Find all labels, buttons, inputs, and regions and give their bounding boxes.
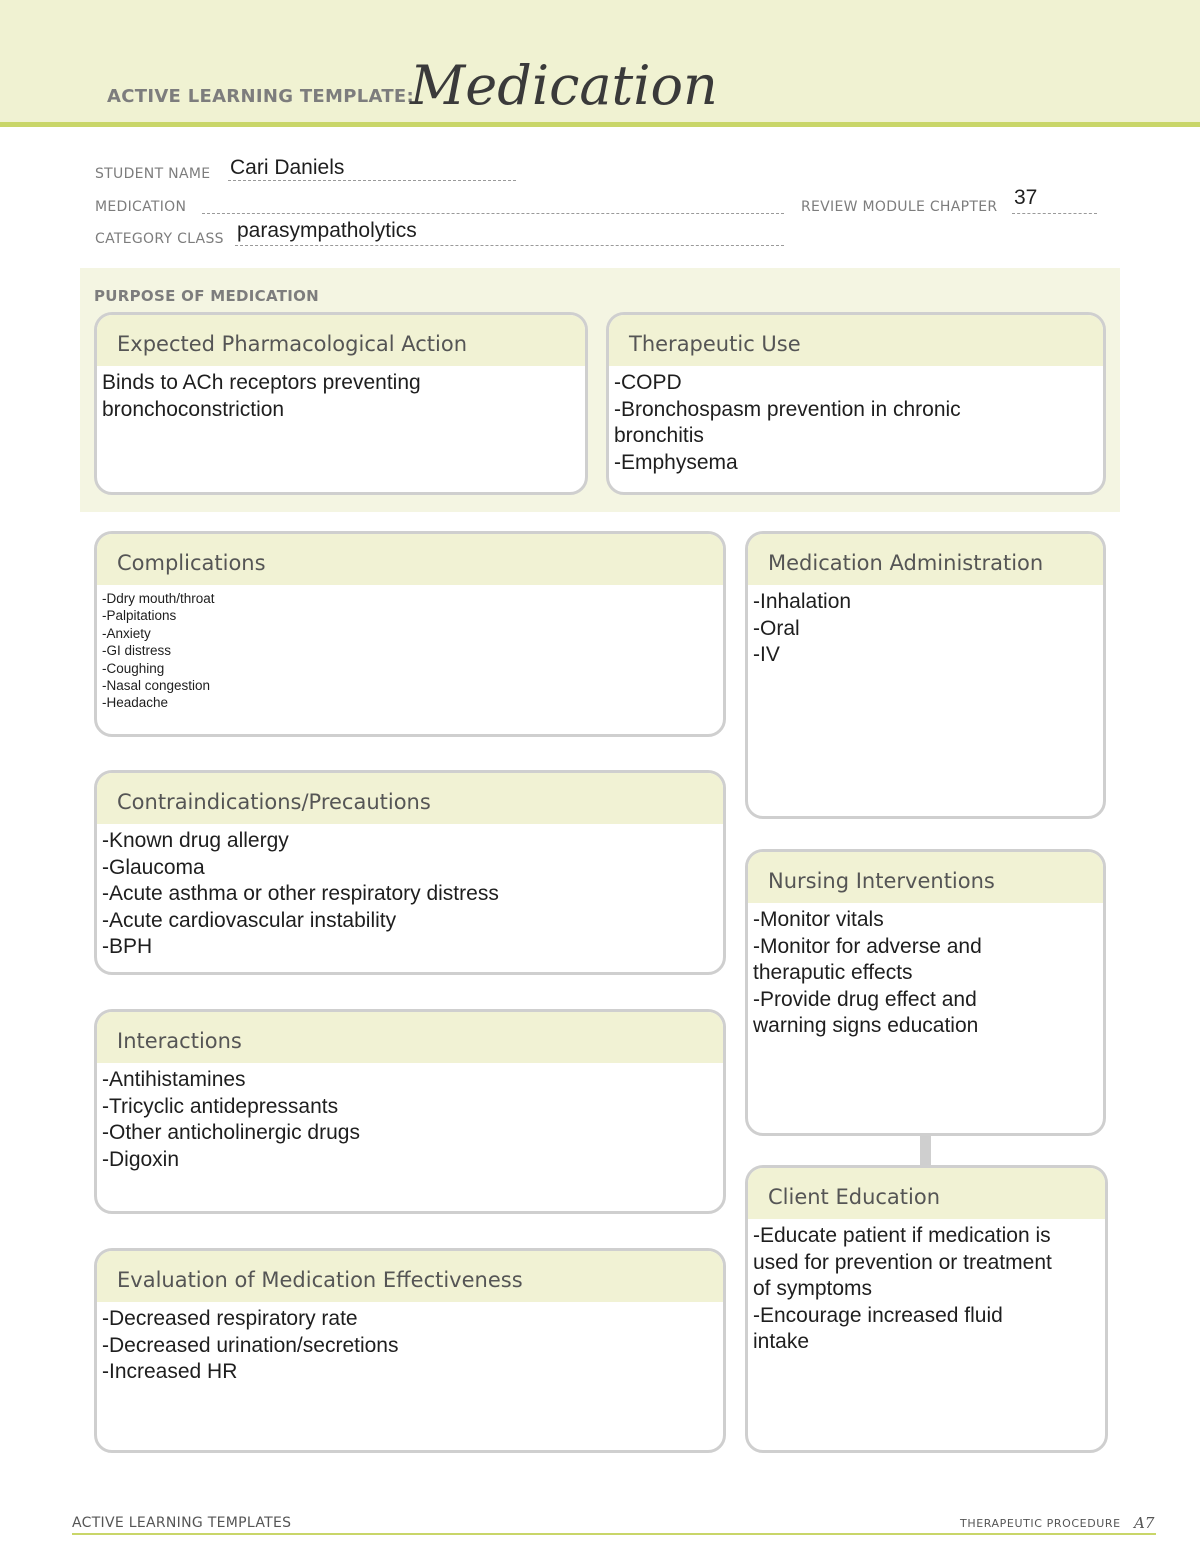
text-line: -Tricyclic antidepressants <box>102 1094 339 1118</box>
text-line: -Educate patient if medication is <box>753 1224 1051 1247</box>
text-line: -Monitor for adverse and <box>753 934 982 958</box>
purpose-title: PURPOSE OF MEDICATION <box>94 287 320 305</box>
nursing-box <box>745 849 1106 1136</box>
text-line: Binds to ACh receptors preventing <box>102 371 421 394</box>
header-prefix: ACTIVE LEARNING TEMPLATE: <box>107 86 414 107</box>
text-line: -Headache <box>102 695 169 711</box>
text-line: -Encourage increased fluid <box>753 1303 1003 1327</box>
evaluation-box <box>94 1248 726 1453</box>
review-module-field[interactable]: 37 <box>1014 186 1038 209</box>
administration-box <box>745 531 1106 819</box>
text-line: used for prevention or treatment <box>753 1250 1052 1274</box>
expected-action-box <box>94 312 588 495</box>
footer-rule <box>72 1533 1156 1535</box>
text-line: -COPD <box>614 371 682 394</box>
text-line: -Anxiety <box>102 625 151 641</box>
text-line: -Palpitations <box>102 608 177 624</box>
text-line: bronchitis <box>614 424 704 447</box>
interactions-title: Interactions <box>97 1012 723 1063</box>
client-education-body[interactable] <box>748 1219 1105 1356</box>
text-line: -Decreased respiratory rate <box>102 1307 358 1330</box>
nursing-title: Nursing Interventions <box>748 852 1103 903</box>
text-line: -Known drug allergy <box>102 829 289 852</box>
text-line: -Acute asthma or other respiratory distress <box>102 882 499 905</box>
client-education-box <box>745 1165 1108 1453</box>
text-line: warning signs education <box>753 1014 979 1037</box>
interactions-box <box>94 1009 726 1214</box>
contraindications-title: Contraindications/Precautions <box>97 773 723 824</box>
text-line: -Glaucoma <box>102 855 205 879</box>
text-line: bronchoconstriction <box>102 397 285 421</box>
evaluation-body[interactable] <box>97 1302 723 1386</box>
review-module-label: REVIEW MODULE CHAPTER <box>801 199 998 215</box>
text-line: -Inhalation <box>753 590 852 613</box>
student-name-field[interactable]: Cari Daniels <box>230 156 345 179</box>
nursing-body[interactable] <box>748 903 1103 1040</box>
administration-body[interactable] <box>748 585 1103 669</box>
text-line: -Increased HR <box>102 1360 238 1383</box>
client-education-title: Client Education <box>748 1168 1105 1219</box>
contraindications-body[interactable] <box>97 824 723 961</box>
text-line: -Other anticholinergic drugs <box>102 1121 360 1144</box>
connector-bar <box>920 1133 931 1167</box>
header-rule <box>0 122 1200 127</box>
medication-line <box>202 213 784 214</box>
category-class-label: CATEGORY CLASS <box>95 231 224 247</box>
medication-label: MEDICATION <box>95 199 187 215</box>
text-line: of symptoms <box>753 1277 873 1300</box>
text-line: -GI distress <box>102 643 172 659</box>
student-name-line <box>228 180 516 181</box>
text-line: -Decreased urination/secretions <box>102 1333 399 1357</box>
text-line: -Digoxin <box>102 1147 180 1171</box>
text-line: -Nasal congestion <box>102 678 211 694</box>
text-line: -Emphysema <box>614 450 738 474</box>
expected-action-title: Expected Pharmacological Action <box>97 315 585 366</box>
text-line: -Coughing <box>102 660 165 676</box>
text-line: intake <box>753 1330 810 1353</box>
footer-right: THERAPEUTIC PROCEDURE <box>960 1517 1121 1530</box>
therapeutic-use-box <box>606 312 1106 495</box>
administration-title: Medication Administration <box>748 534 1103 585</box>
page-title: Medication <box>410 54 718 117</box>
contraindications-box <box>94 770 726 975</box>
text-line: -Provide drug effect and <box>753 987 977 1011</box>
category-class-field[interactable]: parasympatholytics <box>237 219 417 242</box>
text-line: -BPH <box>102 935 153 958</box>
complications-box <box>94 531 726 737</box>
text-line: -Monitor vitals <box>753 908 884 931</box>
text-line: -Acute cardiovascular instability <box>102 908 397 932</box>
page-number: A7 <box>1134 1514 1155 1532</box>
footer-left: ACTIVE LEARNING TEMPLATES <box>72 1515 292 1531</box>
complications-title: Complications <box>97 534 723 585</box>
text-line: -Oral <box>753 616 800 640</box>
student-name-label: STUDENT NAME <box>95 166 211 182</box>
text-line: theraputic effects <box>753 961 913 984</box>
text-line: -Antihistamines <box>102 1068 246 1091</box>
therapeutic-use-body[interactable] <box>609 366 1103 476</box>
text-line: -IV <box>753 643 780 666</box>
expected-action-body[interactable] <box>97 366 585 423</box>
text-line: -Bronchospasm prevention in chronic <box>614 397 961 421</box>
text-line: -Ddry mouth/throat <box>102 591 215 606</box>
interactions-body[interactable] <box>97 1063 723 1173</box>
therapeutic-use-title: Therapeutic Use <box>609 315 1103 366</box>
category-class-line <box>235 245 784 246</box>
complications-body[interactable] <box>97 585 723 712</box>
evaluation-title: Evaluation of Medication Effectiveness <box>97 1251 723 1302</box>
review-module-line <box>1012 213 1097 214</box>
